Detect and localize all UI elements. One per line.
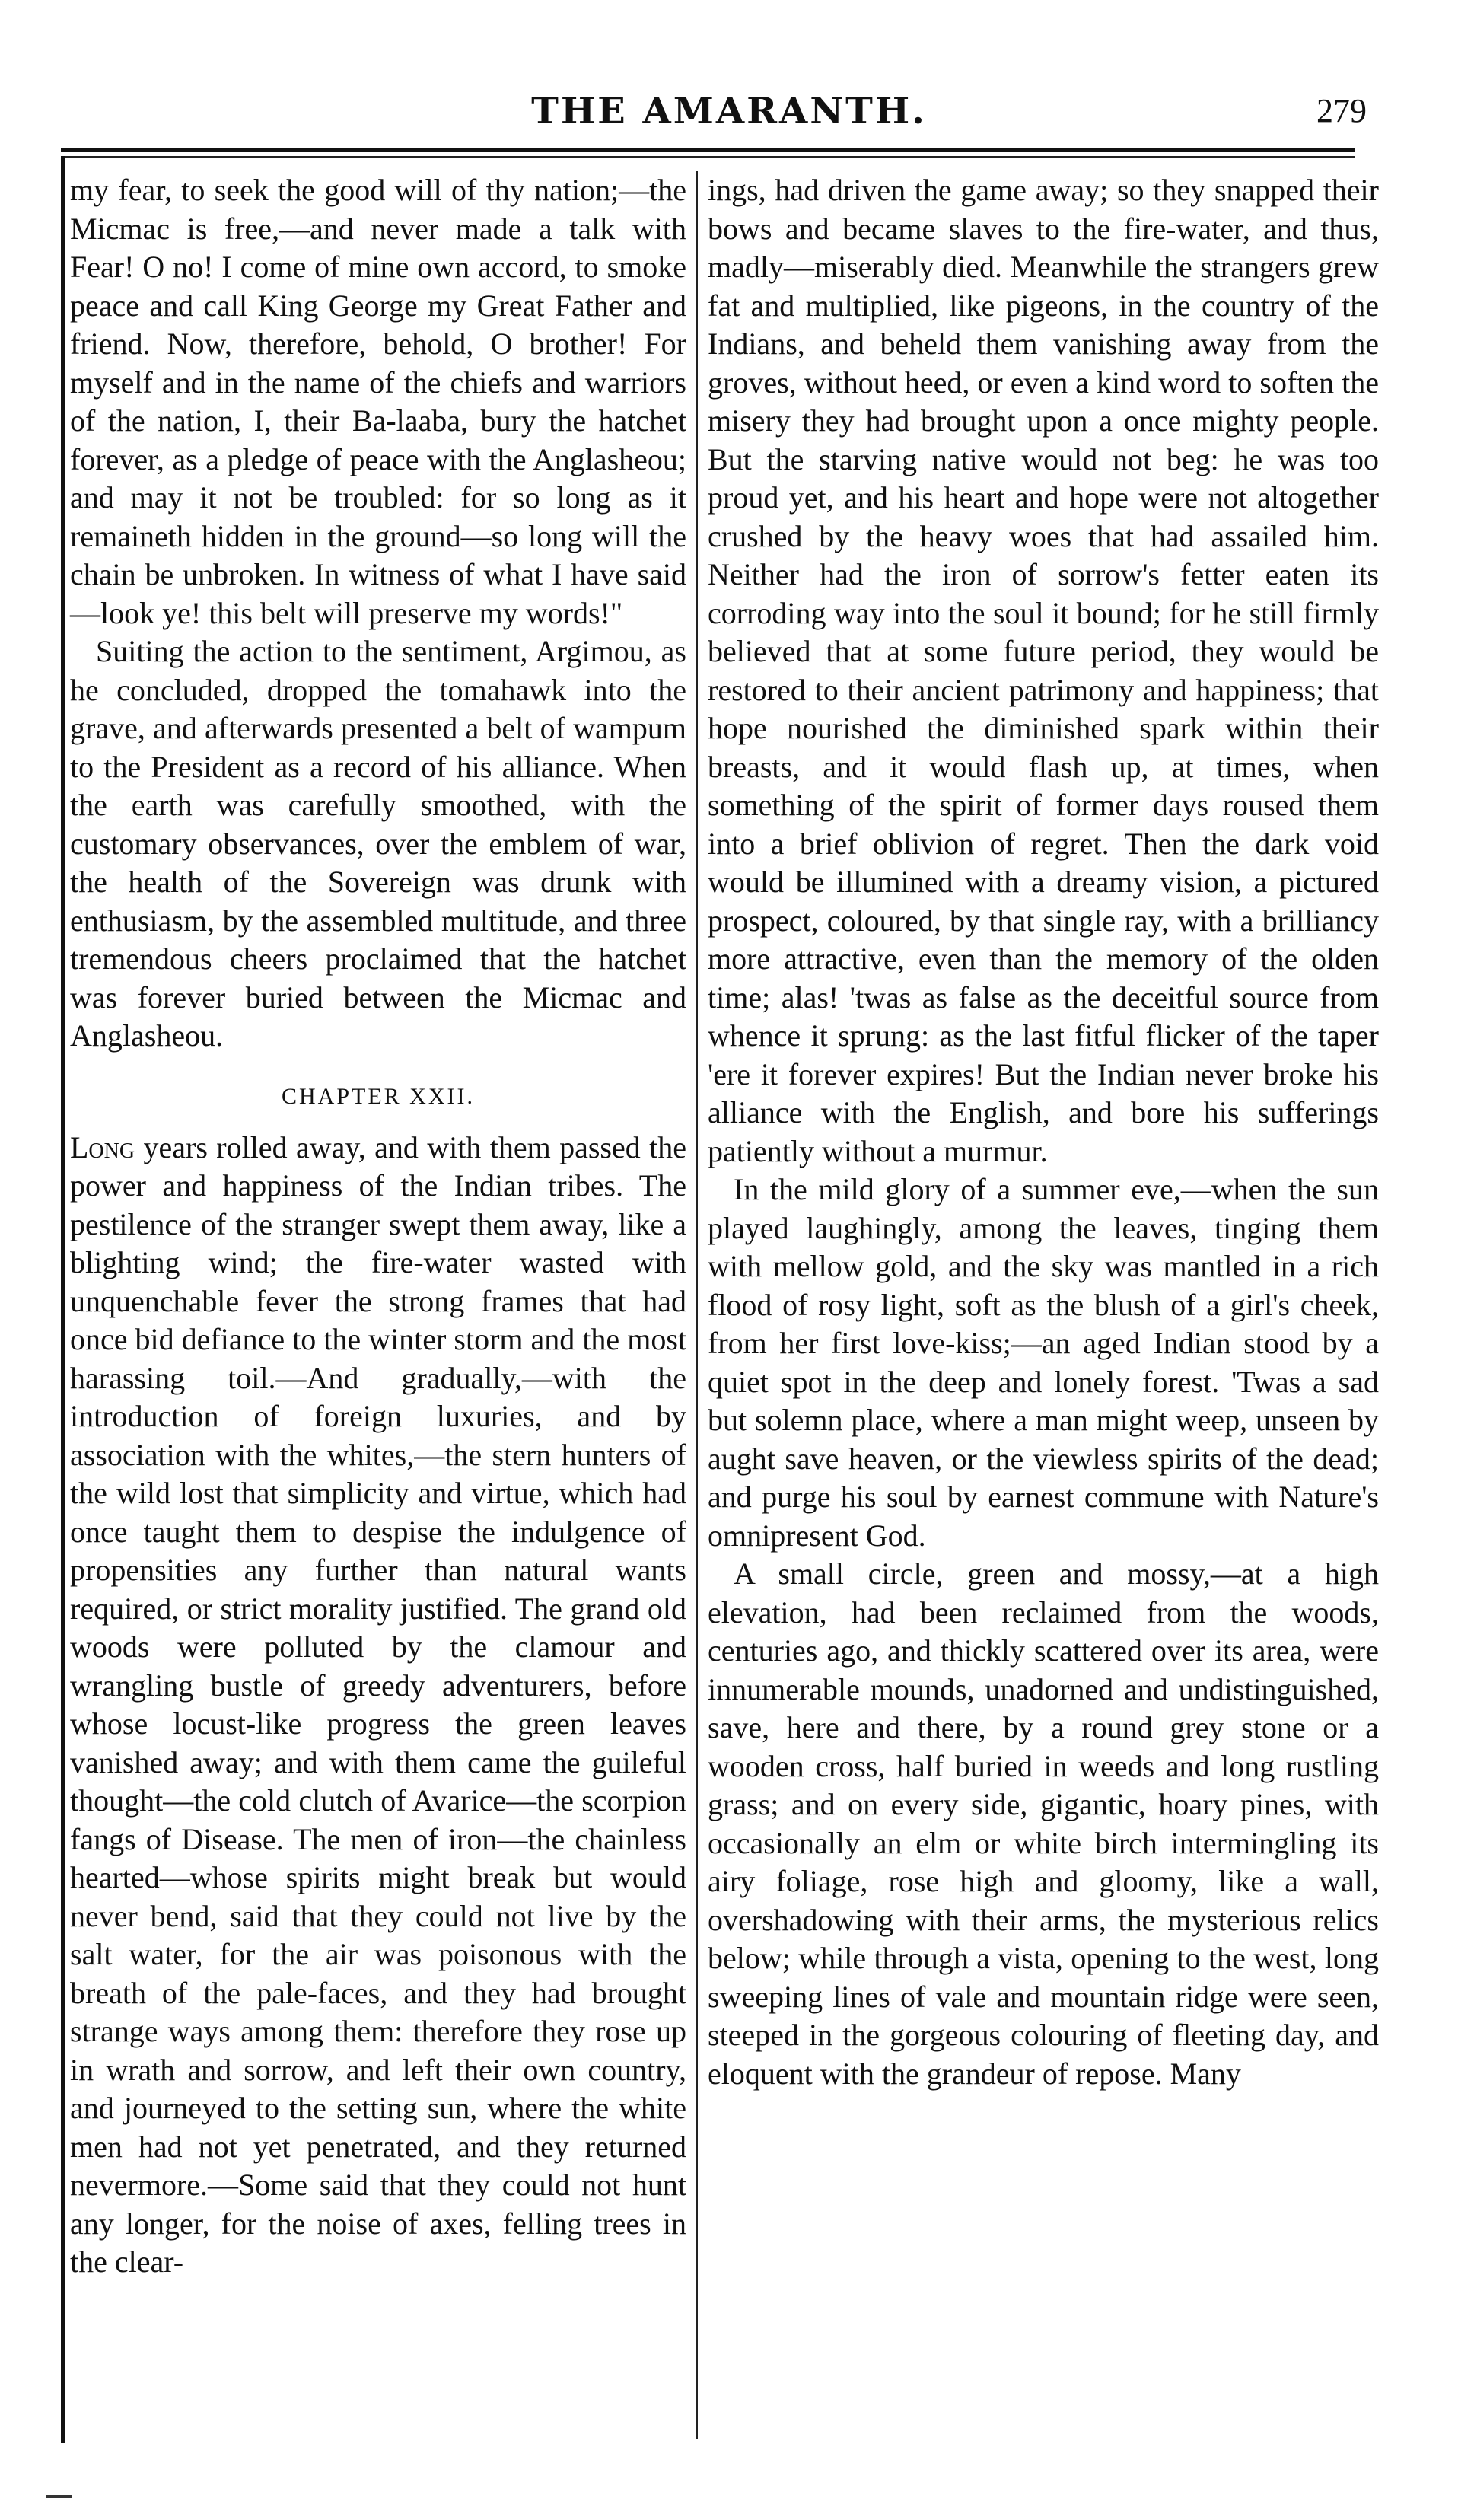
right-paragraph-3: A small circle, green and mossy,—at a high elevation, had been reclaimed from the woods, centuries ago, and thickly scattered over its area, were innumerable mounds, unadorned and undistinguished, save, here and there, by a round grey stone or a wooden cross, half buried in weeds and long rustling grass; and on every side, gigantic, hoary pines, with occasionally an elm or white birch intermingling its airy foliage, rose high and gloomy, like a wall, overshadowing with their arms, the mysterious relics below; while through a vista, opening to the west, long sweeping lines of vale and mountain ridge were seen, steeped in the gorgeous colouring of fleeting day, and eloquent with the grandeur of repose. Many bbox=[708, 1556, 1379, 2091]
left-paragraph-2: Suiting the action to the sentiment, Argimou, as he concluded, dropped the tomahawk into the grave, and afterwards presented a belt of wampum to the President as a record of his alliance. When the earth was carefully smoothed, with the customary observances, over the emblem of war, the health of the Sovereign was drunk with enthusiasm, by the assembled multitude, and three tremendous cheers proclaimed that the hatchet was forever buried between the Micmac and Anglasheou. bbox=[70, 634, 686, 1053]
page-number: 279 bbox=[1316, 92, 1367, 129]
right-paragraph-2: In the mild glory of a summer eve,—when the sun played laughingly, among the leaves, tinging them with mellow gold, and the sky was mantled in a rich flood of rosy light, soft as the blush of a girl's cheek, from her first love-kiss;—an aged Indian stood by a quiet spot in the deep and lonely forest. 'Twas a sad but solemn place, where a man might weep, unseen by aught save heaven, or the viewless spirits of the dead; and purge his soul by earnest commune with Nature's omnipresent God. bbox=[708, 1172, 1379, 1553]
right-column bbox=[708, 171, 1379, 2093]
chapter-heading: CHAPTER XXII. bbox=[282, 1083, 475, 1109]
footer-mark bbox=[46, 2495, 72, 2498]
header-rule-thin bbox=[61, 156, 1355, 158]
running-title: THE AMARANTH. bbox=[531, 90, 927, 132]
left-paragraph-3-body: years rolled away, and with them passed the power and happiness of the Indian tribes. The pestilence of the stranger swept them away, like a blighting wind; the fire-water wasted with unquenchable fever the strong frames that had once bid defiance to the winter storm and the most harassing toil.—And gradually,—with the introduction of foreign luxuries, and by association with the whites,—the stern hunters of the wild lost that simplicity and virtue, which had once taught them to despise the indulgence of propensities any further than natural wants required, or strict morality justified. The grand old woods were polluted by the clamour and wrangling bustle of greedy adventurers, before whose locust-like progress the green leaves vanished away; and with them came the guileful thought—the cold clutch of Avarice—the scorpion fangs of Disease. The men of iron—the chainless hearted—whose spirits might break but would never bend, said that they could not live by the salt water, for the air was poisonous with the breath of the pale-faces, and they had brought strange ways among them: therefore they rose up in wrath and sorrow, and left their own country, and journeyed to the setting sun, where the white men had not yet penetrated, and they returned nevermore.—Some said that they could not hunt any longer, for the noise of axes, felling trees in the clear- bbox=[70, 1129, 686, 2279]
chapter-lead-word: Long bbox=[70, 1129, 135, 1164]
right-paragraph-1: ings, had driven the game away; so they snapped their bows and became slaves to the fire-water, and thus, madly—miserably died. Meanwhile the strangers grew fat and multiplied, like pigeons, in the country of the Indians, and beheld them vanishing away from the groves, without heed, or even a kind word to soften the misery they had brought upon a once mighty people. But the starving native would not beg: he was too proud yet, and his heart and hope were not altogether crushed by the heavy woes that had assailed him. Neither had the iron of sorrow's fetter eaten its corroding way into the soul it bound; for he still firmly believed that at some future period, they would be restored to their ancient patrimony and happiness; that hope nourished the diminished spark within their breasts, and it would flash up, at times, when something of the spirit of former days roused them into a brief oblivion of regret. Then the dark void would be illumined with a dreamy vision, a pictured prospect, coloured, by that single ray, with a brilliancy more attractive, even than the memory of the olden time; alas! 'twas as false as the deceitful source from whence it sprung: as the last fitful flicker of the taper 'ere it forever expires! But the Indian never broke his alliance with the English, and bore his sufferings patiently without a murmur. bbox=[708, 173, 1380, 1168]
left-margin-rule bbox=[61, 156, 65, 2443]
left-paragraph-1: my fear, to seek the good will of thy nation;—the Micmac is free,—and never made a talk with Fear! O no! I come of mine own accord, to smoke peace and call King George my Great Father and friend. Now, therefore, behold, O brother! For myself and in the name of the chiefs and warriors of the nation, I, their Ba-laaba, bury the hatchet forever, as a pledge of peace with the Anglasheou; and may it not be troubled: for so long as it remaineth hidden in the ground—so long will the chain be unbroken. In witness of what I have said—look ye! this belt will preserve my words!" bbox=[70, 173, 686, 630]
header-rule-thick bbox=[61, 148, 1355, 152]
left-column bbox=[70, 171, 686, 2282]
page-header bbox=[0, 84, 1458, 145]
left-paragraph-3 bbox=[70, 1129, 686, 2282]
column-divider bbox=[696, 171, 698, 2439]
